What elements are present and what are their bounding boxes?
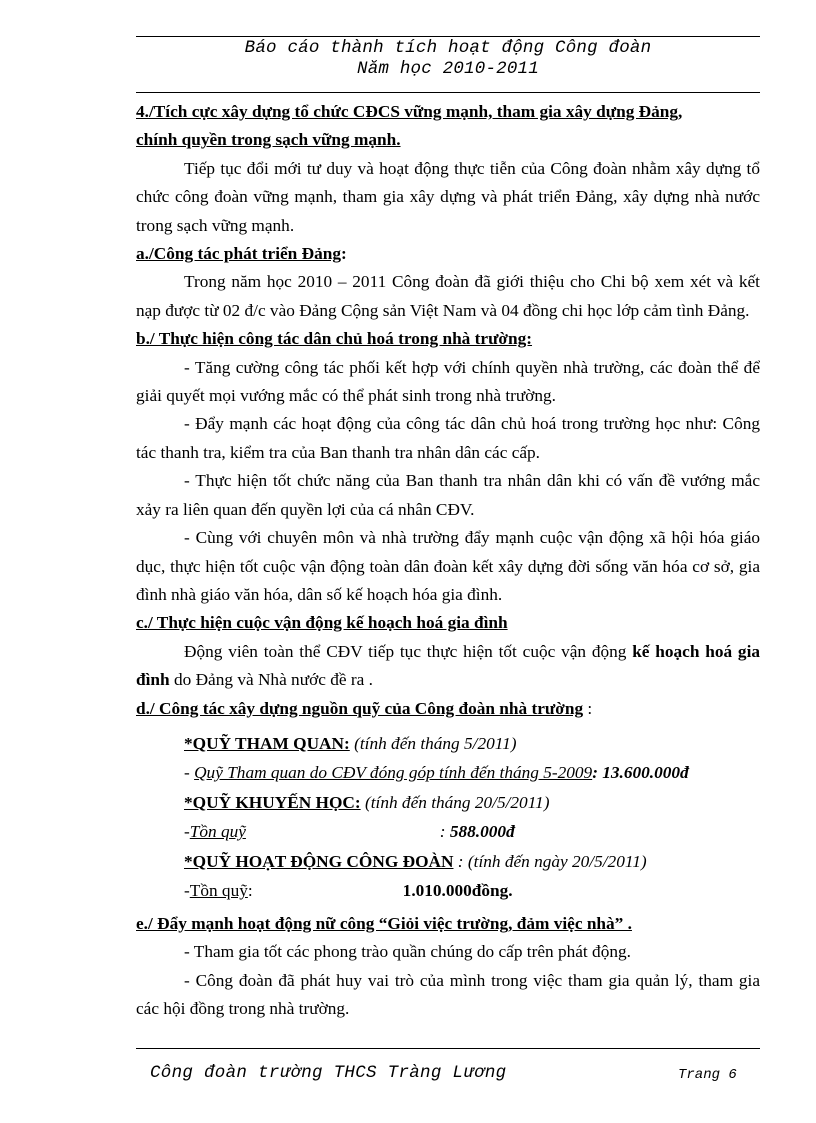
footer-school-name: Công đoàn trường THCS Tràng Lương [150,1063,507,1083]
section-4-body: Tiếp tục đổi mới tư duy và hoạt động thực tiễn của Công đoàn nhằm xây dựng tổ chức công đoàn vững mạnh, tham gia xây dựng và phát triển Đảng, xây dựng nhà nước trong sạch vững mạnh. [136,158,760,235]
page-header [136,38,760,80]
section-a-heading: a./Công tác phát triển Đảng: [136,244,347,264]
section-4-heading: 4./Tích cực xây dựng tổ chức CĐCS vững mạnh, tham gia xây dựng Đảng, [136,102,683,121]
fund-hoat-dong-title: *QUỸ HOẠT ĐỘNG CÔNG ĐOÀN : (tính đến ngày 20/5/2011) [184,851,647,871]
section-c-body: Động viên toàn thể CĐV tiếp tục thực hiện tốt cuộc vận động kế hoạch hoá gia đình do Đảng và Nhà nước đề ra . [136,641,761,690]
header-school-year: Năm học 2010-2011 [357,59,539,79]
fund-hoat-dong-line: -Tồn quỹ: 1.010.000đồng. [184,881,513,901]
document-body [136,98,760,1024]
section-c-heading: c./ Thực hiện cuộc vận động kế hoạch hoá gia đình [136,613,508,633]
section-e-item: - Tham gia tốt các phong trào quần chúng do cấp trên phát động. [184,942,631,962]
section-b-item: - Tăng cường công tác phối kết hợp với chính quyền nhà trường, các đoàn thể để giải quyết mọi vướng mắc có thể phát sinh trong nhà trường. [136,357,760,406]
section-d-heading: d./ Công tác xây dựng nguồn quỹ của Công đoàn nhà trường : [136,698,593,718]
header-top-rule [136,36,760,37]
header-bottom-rule [136,92,760,93]
section-b-heading: b./ Thực hiện công tác dân chủ hoá trong nhà trường: [136,329,533,349]
footer-rule [136,1048,760,1049]
section-b-item: - Thực hiện tốt chức năng của Ban thanh tra nhân dân khi có vấn đề vướng mắc xảy ra liên quan đến quyền lợi của cá nhân CĐV. [136,471,760,519]
page-number: Trang 6 [678,1067,737,1083]
section-e-heading: e./ Đẩy mạnh hoạt động nữ công “Giỏi việc trường, đảm việc nhà” . [136,913,632,933]
fund-tham-quan-line: - Quỹ Tham quan do CĐV đóng góp tính đến tháng 5-2009: 13.600.000đ [184,763,689,783]
section-b-item: - Đẩy mạnh các hoạt động của công tác dân chủ hoá trong trường học như: Công tác thanh tra, kiểm tra của Ban thanh tra nhân dân các cấp. [136,414,760,462]
fund-khuyen-hoc-line: -Tồn quỹ : 588.000đ [184,822,515,842]
section-e-item: - Công đoàn đã phát huy vai trò của mình trong việc tham gia quản lý, tham gia các hội đồng trong nhà trường. [136,970,760,1019]
fund-khuyen-hoc-title: *QUỸ KHUYẾN HỌC: (tính đến tháng 20/5/2011) [184,792,550,812]
section-a-body: Trong năm học 2010 – 2011 Công đoàn đã giới thiệu cho Chi bộ xem xét và kết nạp được từ 02 đ/c vào Đảng Cộng sản Việt Nam và 04 đồng chi học lớp cảm tình Đảng. [136,272,760,320]
section-4-heading-cont: chính quyền trong sạch vững mạnh. [136,130,401,150]
header-title: Báo cáo thành tích hoạt động Công đoàn [244,38,652,58]
section-b-item: - Cùng với chuyên môn và nhà trường đẩy mạnh cuộc vận động xã hội hóa giáo dục, thực hiện tốt cuộc vận động toàn dân đoàn kết xây dựng đời sống văn hóa cơ sở, gia đình nhà giáo văn hóa, dân số kế hoạch hóa gia đình. [136,528,760,604]
fund-tham-quan-title: *QUỸ THAM QUAN: (tính đến tháng 5/2011) [184,733,517,753]
